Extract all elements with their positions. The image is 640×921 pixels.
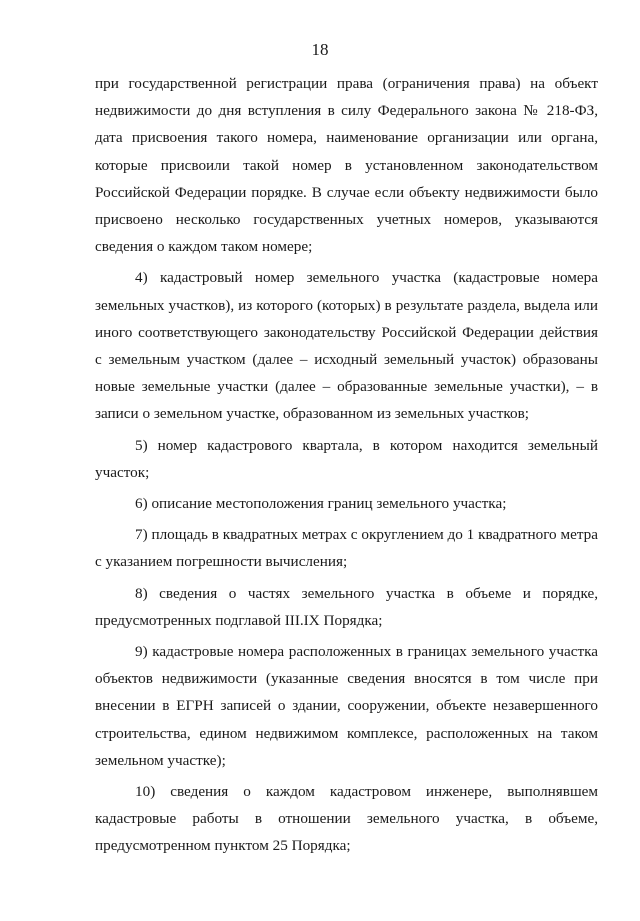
paragraph-item-4: 4) кадастровый номер земельного участка (кадастровые номера земельных участков), из которого (которых) в результате раздела, выдела или иного соответствующего законодательству Российской Федерации действия с земельным участком (далее – исходный земельный участок) образованы новые земельные участки (далее – образованные земельные участки), – в записи о земельном участке, образованном из земельных участков; [95, 269, 598, 423]
paragraph-item-9: 9) кадастровые номера расположенных в границах земельного участка объектов недвижимости (указанные сведения вносятся в том числе при внесении в ЕГРН записей о здании, сооружении, объекте незавершенного строительства, едином недвижимом комплексе, расположенных на таком земельном участке); [95, 643, 598, 769]
paragraph-item-5: 5) номер кадастрового квартала, в котором находится земельный участок; [95, 436, 598, 481]
paragraph-item-10: 10) сведения о каждом кадастровом инженере, выполнявшем кадастровые работы в отношении земельного участка, в объеме, предусмотренном пунктом 25 Порядка; [95, 783, 598, 855]
paragraph-item-6: 6) описание местоположения границ земельного участка; [135, 495, 507, 513]
paragraph-item-8: 8) сведения о частях земельного участка в объеме и порядке, предусмотренных подглавой III.IX Порядка; [95, 584, 598, 629]
page-number: 18 [311, 40, 329, 59]
paragraph-item-7: 7) площадь в квадратных метрах с округлением до 1 квадратного метра с указанием погрешности вычисления; [95, 526, 598, 571]
paragraph-continuation: при государственной регистрации права (ограничения права) на объект недвижимости до дня вступления в силу Федерального закона № 218-ФЗ, дата присвоения такого номера, наименование организации или органа, которые присвоили такой номер в установленном законодательством Российской Федерации порядке. В случае если объекту недвижимости было присвоено несколько государственных учетных номеров, указываются сведения о каждом таком номере; [95, 75, 598, 256]
document-body [95, 70, 598, 864]
